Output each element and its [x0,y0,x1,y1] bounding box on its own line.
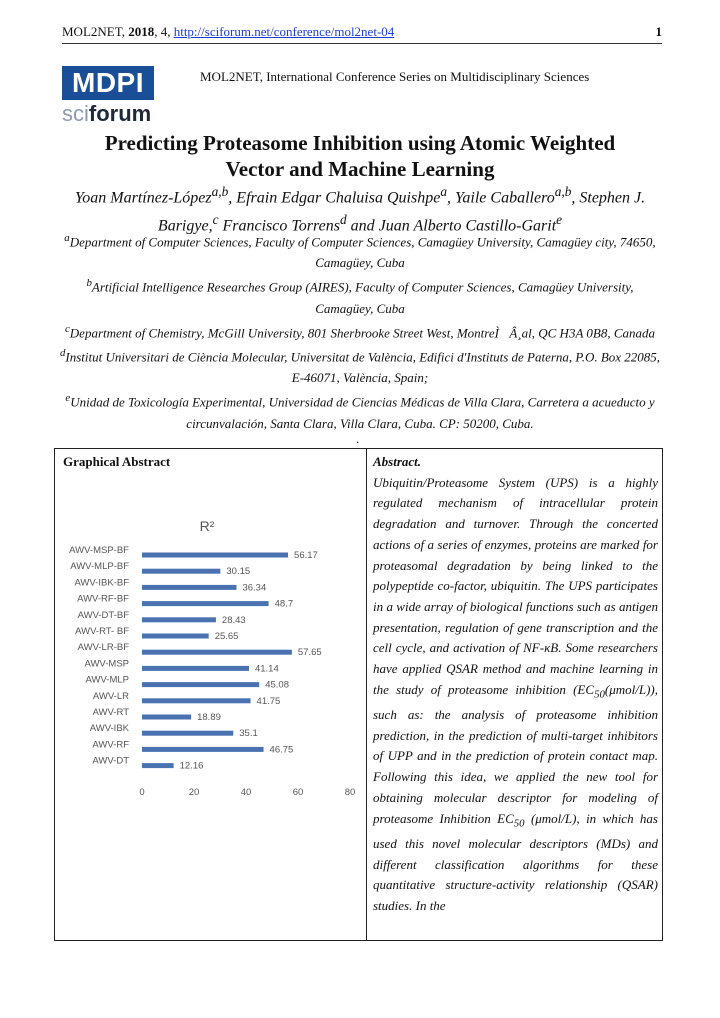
x-tick-label: 60 [292,786,304,798]
category-label: AWV-RF [92,739,129,751]
journal-volume: , 4, [154,24,174,39]
abstract-table [54,448,663,941]
author-affil-sup: c [212,212,219,228]
separator-dot: . [356,431,360,446]
author-affil-sup: d [340,212,347,228]
data-label: 57.65 [297,647,322,659]
data-label: 18.89 [197,712,221,723]
data-label: 45.08 [265,679,289,691]
bar [142,601,269,606]
category-label: AWV-RF-BF [77,593,129,605]
category-label: AWV-MLP [85,674,129,686]
data-label: 48.7 [274,598,294,610]
data-label: 12.16 [179,760,204,772]
author-name: , Stephen J. [571,189,646,207]
ec50-subscript: 50 [594,688,605,701]
data-label: 28.43 [221,614,246,626]
bar [142,731,233,736]
mdpi-logo-text: MDPI [62,66,154,100]
abstract-heading: Abstract. [373,454,422,469]
r2-bar-chart [59,511,359,801]
abstract-text [373,452,658,917]
abstract-body-3: (μmol/L), in which has used this novel molecular descriptors (MDs) and different classification algorithms for these quantitative structure-activity relationship (QSAR) studies. In the [373,810,658,913]
affiliation-e [58,388,662,433]
bar [142,698,251,703]
data-label: 36.34 [242,582,267,594]
affiliation-text: Department of Chemistry, McGill University, 801 Sherbrooke Street West, MontreÌÂ¸al, QC H3A 0B8, Canada [69,324,656,340]
author-affil-sup: a [440,184,447,199]
conference-link[interactable]: http://sciforum.net/conference/mol2net-04 [173,24,395,39]
data-label: 46.75 [269,744,294,756]
header-citation [62,24,394,40]
mdpi-sciforum-logo [62,66,154,128]
sciforum-logo-part-b: forum [88,101,152,126]
data-label: 41.14 [254,663,279,675]
journal-year: 2018 [128,24,155,39]
affiliation-text: Unidad de Toxicología Experimental, Universidad de Ciencias Médicas de Villa Clara, Carretera a acueducto y circunvalación, Santa Clara, Villa Clara, Cuba. CP: 50200, Cuba. [70,394,655,431]
affiliation-sup: b [86,277,92,290]
author-affil-sup: e [556,212,563,228]
journal-name: MOL2NET, [62,24,129,39]
bar [142,715,191,720]
affiliation-sup: d [59,346,66,359]
page-number: 1 [655,24,662,39]
author-name: , Yaile Caballero [446,189,555,207]
data-label: 35.1 [239,728,258,740]
data-label: 25.65 [214,631,239,642]
affiliation-sup: e [65,392,71,405]
author-name: Yoan Martínez-López [74,189,212,207]
column-divider [366,449,367,940]
x-tick-label: 80 [344,786,356,798]
category-label: AWV-MSP-BF [69,545,129,556]
x-tick-label: 40 [240,786,252,798]
bar [142,747,264,752]
bar [142,585,236,590]
data-label: 56.17 [294,550,318,561]
bar [142,763,174,768]
author-name: and Juan Alberto Castillo-Garit [346,217,557,235]
affiliation-sup: c [64,322,70,335]
affiliation-d [58,343,662,388]
affiliation-b [58,273,662,318]
category-label: AWV-LR [92,690,129,702]
bar [142,666,249,671]
bar [142,617,216,622]
affiliation-sup: a [64,232,70,244]
category-label: AWV-RT [92,707,129,718]
affiliation-text: Artificial Intelligence Researches Group (AIRES), Faculty of Computer Sciences, Camagüey University, Camagüey, Cuba [91,279,634,316]
author-affil-sup: a,b [554,184,572,199]
affiliations [58,228,662,434]
affiliation-text: Department of Computer Sciences, Faculty of Computer Sciences, Camagüey University, Camagüey city, 74650, Camagüey, Cuba [69,234,656,271]
category-label: AWV-LR-BF [77,642,129,654]
category-label: AWV-MLP-BF [70,561,129,573]
page-header [62,24,662,44]
data-label: 30.15 [226,566,251,578]
category-label: AWV-RT- BF [75,626,129,637]
conference-series: MOL2NET, International Conference Series on Multidisciplinary Sciences [200,69,590,84]
author-name: Barigye, [157,217,213,235]
ec50-subscript: 50 [513,817,525,830]
paper-title [40,130,680,182]
title-line-1: Predicting Proteasome Inhibition using Atomic Weighted [104,131,616,155]
sciforum-logo-part-a: sci [62,101,89,126]
category-label: AWV-DT-BF [77,609,129,621]
header-rule [62,43,662,44]
x-tick-label: 20 [188,786,200,798]
category-label: AWV-IBK [89,723,129,735]
abstract-body-2: (μmol/L)), such as: the analysis of proteasome inhibition prediction, in the prediction of multi-target inhibitors of UPP and in the prediction of protein contact map. Following this idea, we applied the new tool for obtaining molecular descriptor for modeling of proteasome Inhibition EC [373,681,658,826]
affiliation-a [58,228,662,273]
title-line-2: Vector and Machine Learning [225,157,495,181]
category-label: AWV-DT [92,755,129,767]
affiliation-c [58,319,662,343]
author-name: , Efrain Edgar Chaluisa Quishpe [228,189,441,207]
sciforum-logo-text [62,102,154,126]
data-label: 41.75 [256,695,281,707]
bar [142,682,259,687]
abstract-body-1: Ubiquitin/Proteasome System (UPS) is a highly regulated mechanism of intracellular protein degradation and turnover. Through the concerted actions of a series of enzymes, proteins are marked for proteasomal degradation by being linked to the polypeptide co-factor, ubiquitin. The UPS participates in a wide array of biological functions such as antigen presentation, regulation of gene transcription and the cell cycle, and activation of NF-κB. Some researchers have applied QSAR method and machine learning in the study of proteasome inhibition (EC [373,474,658,697]
graphical-abstract-label: Graphical Abstract [63,454,171,469]
bar [142,650,292,655]
x-tick-label: 0 [139,786,145,798]
category-label: AWV-IBK-BF [74,577,129,589]
bar [142,553,288,558]
affiliation-text: Institut Universitari de Ciència Molecular, Universitat de València, Edifici d'Instituts de Paterna, P.O. Box 22085, E-46071, València, Spain; [65,349,661,386]
bar [142,634,209,639]
author-name: Francisco Torrens [218,217,340,235]
chart-title: R² [199,518,215,534]
author-affil-sup: a,b [211,184,229,199]
category-label: AWV-MSP [84,658,129,670]
bar [142,569,220,574]
